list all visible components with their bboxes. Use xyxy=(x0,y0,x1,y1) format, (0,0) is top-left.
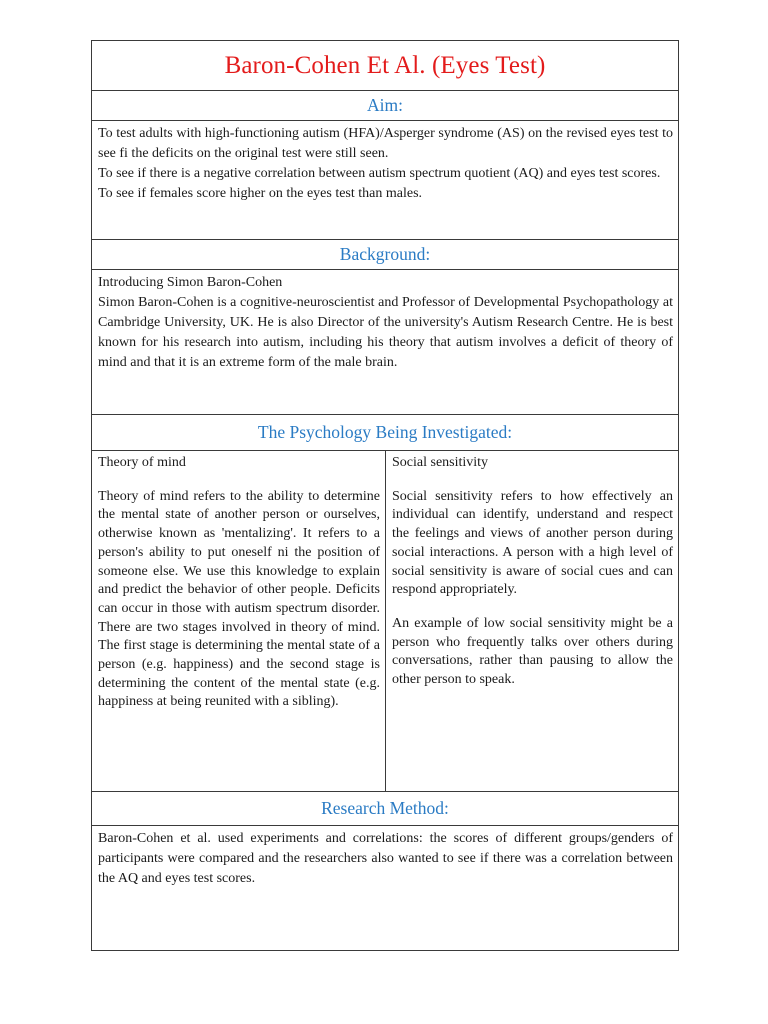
method-text: Baron-Cohen et al. used experiments and correlations: the scores of different groups/genders of participants were compared and the researchers also wanted to see if there was a correlation between the AQ and eyes test scores. xyxy=(98,831,673,886)
aim-line-2: To see if there is a negative correlation between autism spectrum quotient (AQ) and eyes test scores. xyxy=(98,166,661,181)
aim-body xyxy=(92,121,678,240)
method-heading: Research Method: xyxy=(321,798,449,818)
document-table xyxy=(91,40,679,951)
aim-line-1: To test adults with high-functioning autism (HFA)/Asperger syndrome (AS) on the revised eyes test to see fi the deficits on the original test were still seen. xyxy=(98,126,673,161)
social-sensitivity-cell xyxy=(386,451,678,791)
psychology-heading: The Psychology Being Investigated: xyxy=(257,422,513,442)
background-heading-row xyxy=(92,240,678,270)
theory-of-mind-title: Theory of mind xyxy=(98,455,186,470)
theory-of-mind-text: Theory of mind refers to the ability to determine the mental state of another person or ourselves, otherwise known as 'mentalizing'. It refers to a person's ability to put oneself ni the position of someone else. We use this knowledge to explain and predict the behavior of other people. Deficits can occur in those with autism spectrum disorder. There are two stages involved in theory of mind. The first stage is determining the mental state of a person (e.g. happiness) and the second stage is determining the content of the mental state (e.g. happiness at being reunited with a sibling). xyxy=(98,488,380,710)
aim-line-3: To see if females score higher on the eyes test than males. xyxy=(98,186,423,201)
theory-of-mind-cell xyxy=(92,451,386,791)
background-body xyxy=(92,270,678,415)
social-sensitivity-text-2: An example of low social sensitivity might be a person who frequently talks over others during conversations, rather than pausing to allow the other person to speak. xyxy=(392,615,673,688)
psychology-columns xyxy=(92,451,678,792)
document-title: Baron-Cohen Et Al. (Eyes Test) xyxy=(224,51,546,79)
psychology-heading-row xyxy=(92,415,678,451)
social-sensitivity-title: Social sensitivity xyxy=(392,455,489,470)
aim-heading-row xyxy=(92,91,678,121)
method-body xyxy=(92,826,678,950)
background-text: Simon Baron-Cohen is a cognitive-neuroscientist and Professor of Developmental Psychopathology at Cambridge University, UK. He is also Director of the university's Autism Research Centre. He is best known for his research into autism, including his theory that autism involves a deficit of theory of mind and that it is an extreme form of the male brain. xyxy=(98,295,673,370)
background-heading: Background: xyxy=(339,244,431,264)
background-intro: Introducing Simon Baron-Cohen xyxy=(98,275,283,290)
social-sensitivity-text-1: Social sensitivity refers to how effectively an individual can identify, understand and respect the feelings and views of another person during social interactions. A person with a high level of social sensitivity is aware of social cues and can respond appropriately. xyxy=(392,488,673,598)
aim-heading: Aim: xyxy=(367,95,403,115)
method-heading-row xyxy=(92,792,678,826)
title-row xyxy=(92,41,678,91)
